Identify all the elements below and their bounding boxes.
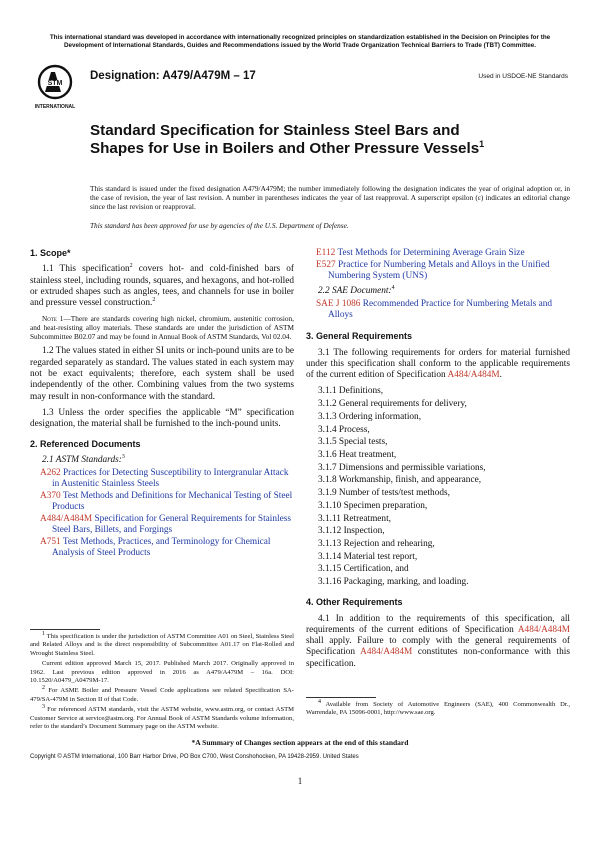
paragraph-1-1: 1.1 This specification$^2$ covers hot- and cold-finished bars of stainless steel, including rounds, squares, and hexagons, and hot-rolled or extruded shapes such as angles, tees, and channels for use in boiler and pressure vessel construction.$^2$ [30,263,294,309]
list-item: 3.1.15 Certification, and [318,564,409,575]
list-item: 3.1.9 Number of tests/test methods, [318,488,450,499]
footnote-divider [30,629,100,630]
intro-paragraph: This standard is issued under the fixed designation A479/A479M; the number immediately following the designation indicates the year of original adoption or, in the case of revision, the year of last revision. A number in parentheses indicates the year of last reapproval. A superscript epsilon (ε) indicates an editorial change since the last revision or reapproval. [90,184,570,211]
list-item: 3.1.8 Workmanship, finish, and appearance, [318,475,482,486]
ref-item[interactable]: E112 Test Methods for Determining Average Grain Size [316,248,525,258]
section-heading-scope: 1. Scope* [30,248,71,258]
sae-document-label: 2.2 SAE Document:$^4$ [318,284,395,296]
list-item: 3.1.11 Retreatment, [318,513,391,524]
right-column [306,248,570,675]
tbt-notice: This international standard was developed in accordance with internationally recognized principles on standardization established in the Decision on Principles for the Development of International Standards, Guides and Recommendations issued by the World Trade Organization Technical Barriers to Trade (TBT) Committee. [49,34,551,49]
list-item: 3.1.14 Material test report, [318,551,418,562]
note-1: Note 1—There are standards covering high nickel, chromium, austenitic corrosion, and heat-resisting alloy materials. These standards are under the jurisdiction of ASTM Subcommittee B02.07 and may be found in Annual Book of ASTM Standards, Vol 02.04. [30,314,295,342]
section-heading-general: 3. General Requirements [306,331,413,342]
footnote-2: $^2$ For ASME Boiler and Pressure Vessel Code applications see related Specification SA-479/SA-479M in Section II of that Code. [30,685,294,703]
footnote-1: $^1$ This specification is under the jurisdiction of ASTM Committee A01 on Steel, Stainless Steel and Related Alloys and is the direct responsibility of Subcommittee A01.17 on Flat-Rolled and Wrought Stainless Steel. [30,630,294,657]
footnote-divider [306,697,376,698]
svg-text:STM: STM [47,80,63,87]
ref-item[interactable]: A370 Test Methods and Definitions for Mechanical Testing of Steel Products [40,491,293,513]
title-footnote-marker: 1 [479,138,485,149]
ref-item[interactable]: A751 Test Methods, Practices, and Terminology for Chemical Analysis of Steel Products [40,537,271,559]
section-heading-other: 4. Other Requirements [306,597,403,608]
ref-item[interactable]: E527 Practice for Numbering Metals and Alloys in the Unified Numbering System (UNS) [316,260,550,281]
list-item: 3.1.10 Specimen preparation, [318,500,428,511]
document-title: Standard Specification for Stainless Steel Bars and Shapes for Use in Boilers and Other Pressure Vessels$^1$ [90,122,485,157]
footnote-3: $^3$ For referenced ASTM standards, visit the ASTM website, www.astm.org, or contact ASTM Customer Service at service@astm.org. For Annual Book of ASTM Standards volume information, refer to the standard’s Document Summary page on the ASTM website. [30,704,295,731]
list-item: 3.1.12 Inspection, [318,526,385,537]
list-item: 3.1.3 Ordering information, [318,411,422,422]
section-heading-referenced: 2. Referenced Documents [30,438,141,449]
paragraph-4-1: 4.1 In addition to the requirements of this specification, all requirements of the current editions of Specification A484/A484M shall apply. Failure to comply with the general requirements of Specification A484/A484M constitutes non-conformance with this specification. [306,613,570,669]
footnote-1-edition: Current edition approved March 15, 2017. Published March 2017. Originally approved in 1962. Last previous edition approved in 2016 as A479/A479M – 16a. DOI: 10.1520/A0479_A0479M-17. [30,660,294,685]
paragraph-3-1: 3.1 The following requirements for orders for material furnished under this specification shall conform to the applicable requirements of the current edition of Specification A484/A484M. [306,347,570,381]
astm-standards-label: 2.1 ASTM Standards:$^3$ [42,453,125,465]
ref-item[interactable]: A262 Practices for Detecting Susceptibility to Intergranular Attack in Austenitic Stainless Steels [40,468,289,490]
copyright-line: Copyright © ASTM International, 100 Barr Harbor Drive, PO Box C700, West Conshohocken, PA 19428-2959. United States [30,754,359,760]
list-item: 3.1.4 Process, [318,424,370,435]
paragraph-1-2: 1.2 The values stated in either SI units or inch-pound units are to be regarded separately as standard. The values stated in each system may not be exact equivalents; therefore, each system shall be used independently of the other. Combining values from the two systems may result in non-conformance with the standard. [30,346,294,402]
paragraph-1-3: 1.3 Unless the order specifies the applicable “M” specification designation, the material shall be furnished to the inch-pound units. [30,407,294,430]
designation: Designation: A479/A479M – 17 [90,70,256,82]
left-footnotes [30,629,294,733]
left-column [30,248,294,560]
footnote-4: $^4$ Available from Society of Automotive Engineers (SAE), 400 Commonwealth Dr., Warrendale, PA 15096-0001, http://www.sae.org. [306,698,570,717]
list-item: 3.1.16 Packaging, marking, and loading. [318,577,469,588]
astm-logo-icon [34,64,76,110]
page-number: 1 [297,776,303,786]
ref-item[interactable]: SAE J 1086 Recommended Practice for Numbering Metals and Alloys [316,299,552,321]
list-item: 3.1.13 Rejection and rehearing, [318,538,435,549]
dod-approval: This standard has been approved for use by agencies of the U.S. Department of Defense. [90,221,349,230]
summary-of-changes-note: *A Summary of Changes section appears at the end of this standard [191,738,409,747]
ref-item[interactable]: A484/A484M Specification for General Requirements for Stainless Steel Bars, Billets, and Forgings [40,514,291,536]
list-item: 3.1.1 Definitions, [318,386,384,397]
logo-text: INTERNATIONAL [34,104,76,110]
list-item: 3.1.2 General requirements for delivery, [318,399,467,410]
list-item: 3.1.5 Special tests, [318,437,388,448]
list-item: 3.1.6 Heat treatment, [318,450,397,460]
list-item: 3.1.7 Dimensions and permissible variations, [318,462,486,473]
right-footnotes [306,697,570,720]
used-in-label: Used in USDOE-NE Standards [478,73,568,80]
